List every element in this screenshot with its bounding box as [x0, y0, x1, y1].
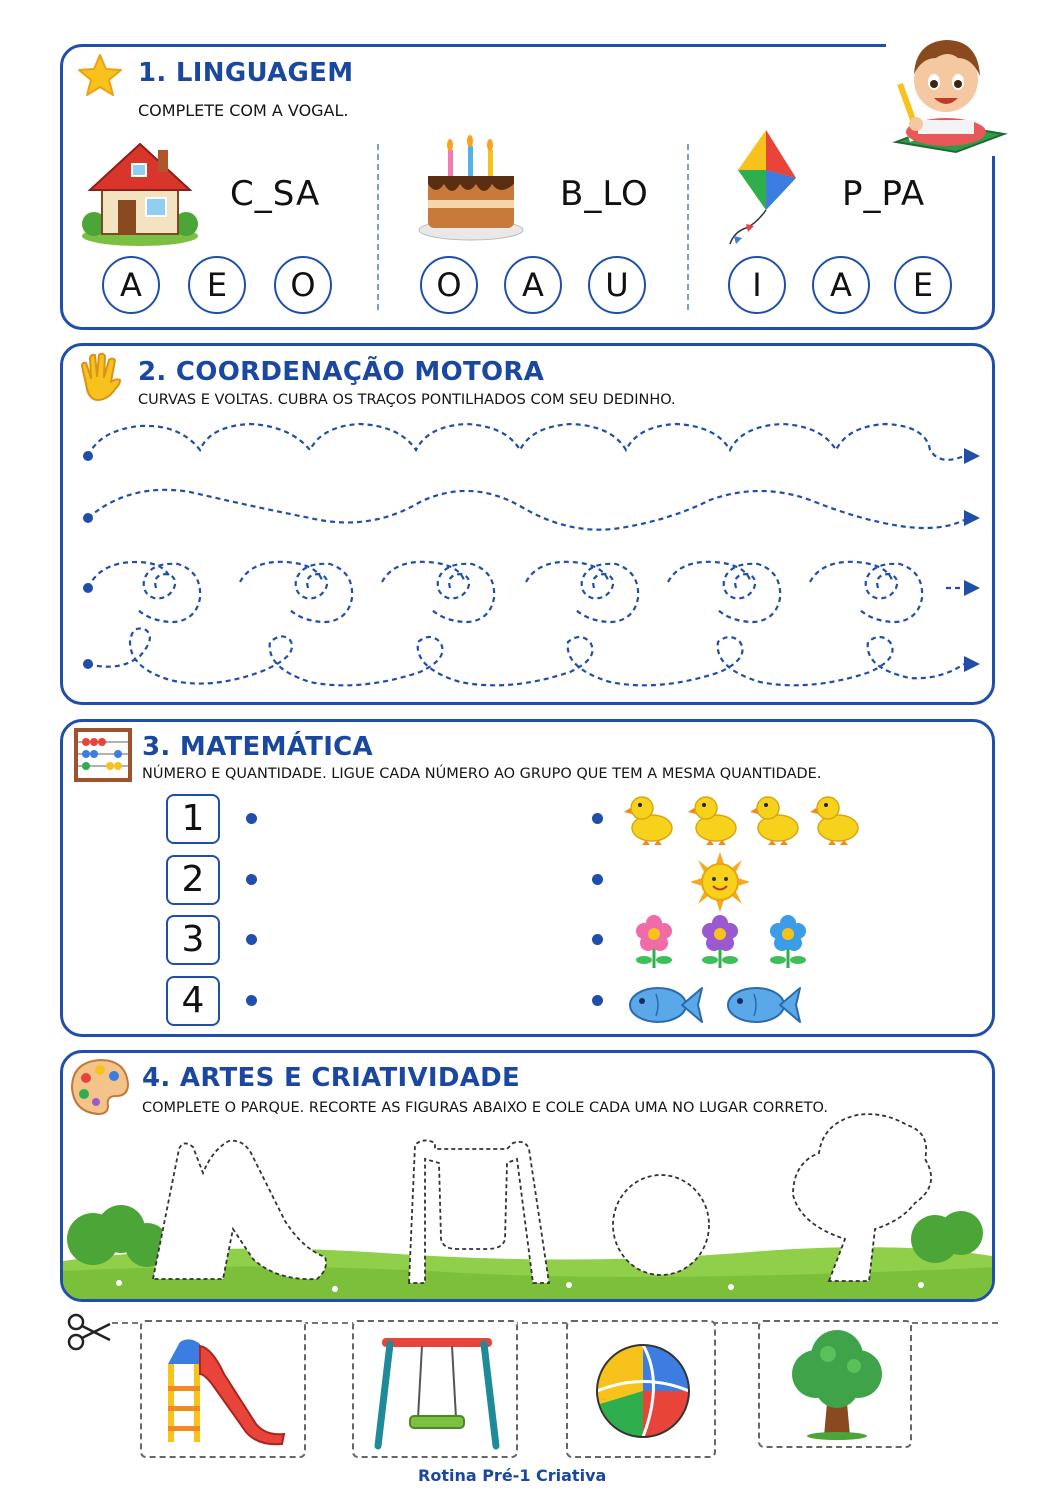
sun-icon — [688, 852, 752, 912]
section-language-title: 1. LINGUAGEM — [138, 58, 354, 88]
vowel-option-2-o[interactable]: O — [420, 256, 478, 314]
fish-icon — [724, 980, 802, 1030]
cutout-tree[interactable] — [758, 1320, 912, 1448]
vowel-option-3-a[interactable]: A — [812, 256, 870, 314]
vowel-option-3-i[interactable]: I — [728, 256, 786, 314]
duck-icon — [810, 792, 862, 846]
flower-icon — [764, 914, 812, 972]
number-box-4: 4 — [166, 976, 220, 1026]
ball-icon — [594, 1342, 692, 1440]
hand-icon — [72, 350, 126, 404]
divider — [377, 144, 379, 310]
flower-icon — [696, 914, 744, 972]
section-motor-title: 2. COORDENAÇÃO MOTORA — [138, 357, 545, 387]
number-box-3: 3 — [166, 915, 220, 965]
word-item-3: P_PA — [842, 174, 926, 214]
connect-dot-number-1[interactable] — [246, 813, 257, 824]
connect-dot-group-1[interactable] — [592, 813, 603, 824]
cutout-swing[interactable] — [352, 1320, 518, 1458]
connect-dot-group-4[interactable] — [592, 995, 603, 1006]
duck-icon — [750, 792, 802, 846]
vowel-option-2-a[interactable]: A — [504, 256, 562, 314]
section-arts-title: 4. ARTES E CRIATIVIDADE — [142, 1063, 521, 1093]
slide-icon — [160, 1334, 288, 1446]
boy-reading-icon — [886, 24, 1014, 156]
vowel-option-1-e[interactable]: E — [188, 256, 246, 314]
scissors-icon — [66, 1312, 114, 1352]
section-language-instruction: COMPLETE COM A VOGAL. — [138, 101, 349, 120]
cake-icon — [416, 136, 526, 242]
connect-dot-number-3[interactable] — [246, 934, 257, 945]
connect-dot-number-4[interactable] — [246, 995, 257, 1006]
tracing-lines[interactable] — [60, 410, 995, 700]
vowel-option-1-o[interactable]: O — [274, 256, 332, 314]
vowel-option-1-a[interactable]: A — [102, 256, 160, 314]
divider — [687, 144, 689, 310]
vowel-option-3-e[interactable]: E — [894, 256, 952, 314]
connect-dot-group-3[interactable] — [592, 934, 603, 945]
flower-icon — [630, 914, 678, 972]
duck-icon — [688, 792, 740, 846]
section-motor-instruction: CURVAS E VOLTAS. CUBRA OS TRAÇOS PONTILHADOS COM SEU DEDINHO. — [138, 392, 676, 408]
house-icon — [80, 136, 200, 248]
footer-text: Rotina Pré-1 Criativa — [418, 1466, 607, 1485]
section-math-title: 3. MATEMÁTICA — [142, 732, 373, 762]
connect-dot-number-2[interactable] — [246, 874, 257, 885]
word-item-1: C_SA — [230, 174, 321, 214]
palette-icon — [68, 1056, 132, 1118]
section-math-instruction: NÚMERO E QUANTIDADE. LIGUE CADA NÚMERO AO GRUPO QUE TEM A MESMA QUANTIDADE. — [142, 766, 822, 782]
vowel-option-2-u[interactable]: U — [588, 256, 646, 314]
star-icon — [76, 52, 124, 100]
cutout-slide[interactable] — [140, 1320, 306, 1458]
section-arts-instruction: COMPLETE O PARQUE. RECORTE AS FIGURAS ABAIXO E COLE CADA UMA NO LUGAR CORRETO. — [142, 1100, 828, 1116]
cutout-ball[interactable] — [566, 1320, 716, 1458]
abacus-icon — [72, 726, 134, 784]
duck-icon — [624, 792, 676, 846]
tree-icon — [784, 1330, 890, 1440]
swing-icon — [376, 1334, 498, 1448]
number-box-2: 2 — [166, 855, 220, 905]
connect-dot-group-2[interactable] — [592, 874, 603, 885]
number-box-1: 1 — [166, 794, 220, 844]
word-item-2: B_LO — [560, 174, 649, 214]
kite-icon — [716, 128, 806, 256]
fish-icon — [626, 980, 704, 1030]
